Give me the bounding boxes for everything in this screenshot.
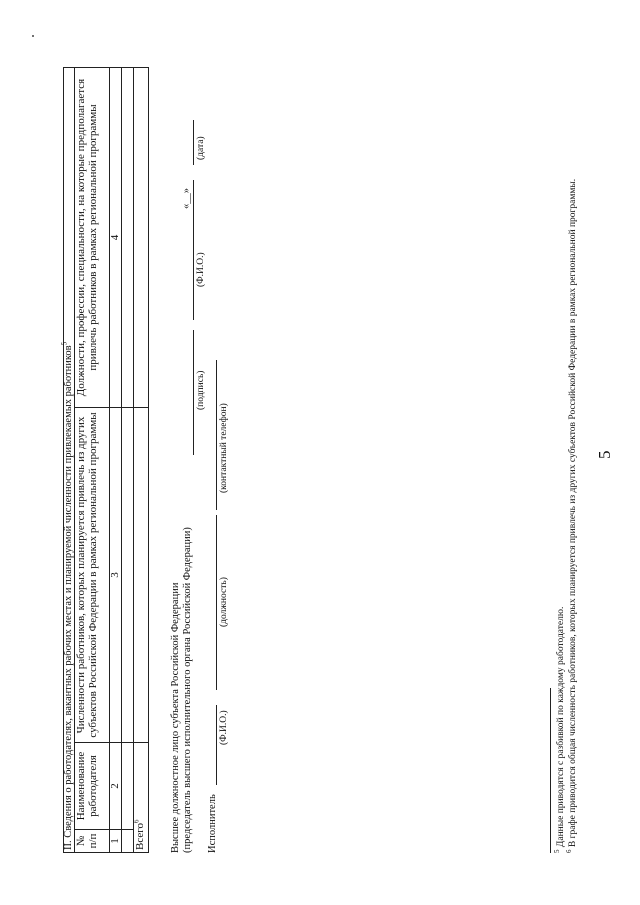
- total-label: Всего$^6$: [134, 743, 149, 853]
- executor-name-line: [216, 705, 217, 785]
- table-cell: [134, 68, 149, 408]
- scan-speck: [32, 35, 34, 37]
- table-cell: [122, 408, 134, 743]
- column-number-4: 4: [110, 68, 122, 408]
- official-title: Высшее должностное лицо субъекта Российской Федерации: [170, 582, 181, 853]
- employers-table: [60, 67, 149, 853]
- footnote-separator: [550, 688, 551, 853]
- footnote-6: $^6$ В графе приводится общая численность работников, которых планируется привлечь из других субъектов Российской Федерации в рамках региональной программы.: [564, 178, 578, 853]
- signature-line: [193, 330, 194, 455]
- date-quotes: «__»: [181, 188, 192, 209]
- table-cell: [122, 68, 134, 408]
- header-positions: Должности, профессии, специальности, на которые предполагается привлечь работников в рамках региональной программы: [75, 68, 110, 408]
- section-title: II. Сведения о работодателях, вакантных рабочих местах и планируемой численности привлекаемых работников$^5$: [64, 68, 75, 853]
- executor-label: Исполнитель: [207, 794, 218, 853]
- column-number-1: 1: [110, 830, 122, 853]
- column-number-3: 3: [110, 408, 122, 743]
- footnote-5: $^5$ Данные приводятся с разбивкой по каждому работодателю.: [552, 606, 566, 853]
- header-employer: Наименование работодателя: [75, 743, 110, 830]
- header-number: № п/п: [75, 830, 110, 853]
- table-cell: [122, 830, 134, 853]
- column-number-2: 2: [110, 743, 122, 830]
- official-subtitle: (председатель высшего исполнительного органа Российской Федерации): [182, 527, 193, 853]
- date-caption: (дата): [196, 136, 206, 160]
- executor-position-line: [216, 515, 217, 690]
- executor-phone-line: [216, 360, 217, 510]
- page-number: 5: [595, 450, 614, 459]
- name-line: [193, 180, 194, 320]
- table-cell: [134, 408, 149, 743]
- name-caption: (Ф.И.О.): [196, 252, 206, 287]
- date-line: [193, 120, 194, 165]
- table-cell: [122, 743, 134, 830]
- signature-caption: (подпись): [196, 370, 206, 410]
- executor-position-caption: (должность): [219, 577, 229, 627]
- executor-phone-caption: (контактный телефон): [219, 403, 229, 493]
- header-worker-count: Численности работников, которых планируется привлечь из других субъектов Российской Федерации в рамках региональной программы: [75, 408, 110, 743]
- executor-name-caption: (Ф.И.О.): [219, 710, 229, 745]
